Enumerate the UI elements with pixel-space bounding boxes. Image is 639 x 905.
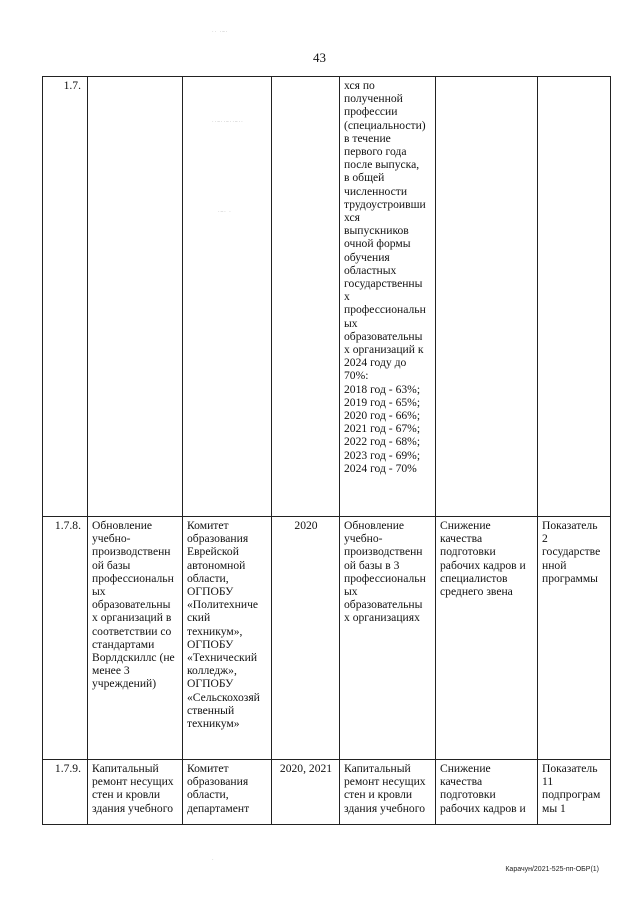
consequence-cell bbox=[436, 77, 538, 517]
scan-artifact: ·–· · bbox=[218, 210, 232, 215]
table-row bbox=[43, 517, 611, 760]
result-cell: Обновление учебно- производственн ой базы в 3 профессиональн ых образовательны х организациях bbox=[340, 517, 436, 760]
scan-artifact: ·· ·–· bbox=[212, 30, 229, 35]
scan-artifact: · bbox=[212, 858, 215, 863]
executor-cell: Комитет образования области, департамент bbox=[183, 760, 272, 825]
indicator-cell: Показатель 2 государстве нной программы bbox=[538, 517, 611, 760]
scan-artifact: ··–··–··–·· bbox=[212, 120, 244, 125]
measures-table bbox=[42, 76, 611, 825]
document-code: Карачун/2021-525-пп-ОБР(1) bbox=[505, 866, 599, 873]
year-cell: 2020 bbox=[272, 517, 340, 760]
page-number: 43 bbox=[313, 50, 326, 65]
measure-cell bbox=[88, 77, 183, 517]
year-cell: 2020, 2021 bbox=[272, 760, 340, 825]
indicator-cell: Показатель 11 подпрограм мы 1 bbox=[538, 760, 611, 825]
row-number-cell: 1.7.8. bbox=[43, 517, 88, 760]
table-row bbox=[43, 760, 611, 825]
row-number-cell: 1.7.9. bbox=[43, 760, 88, 825]
table-row bbox=[43, 77, 611, 517]
executor-cell bbox=[183, 77, 272, 517]
result-cell: хся по полученной профессии (специальности) в течение первого года после выпуска, в общей численности трудоустроивши хся выпускников очной формы обучения областных государственны х профессиональн ых образовательны х организаций к 2024 году до 70%: 2018 год - 63%; 2019 год - 65%; 2020 год - 66%; 2021 год - 67%; 2022 год - 68%; 2023 год - 69%; 2024 год - 70% bbox=[340, 77, 436, 517]
consequence-cell: Снижение качества подготовки рабочих кадров и bbox=[436, 760, 538, 825]
row-number-cell: 1.7. bbox=[43, 77, 88, 517]
year-cell bbox=[272, 77, 340, 517]
measure-cell: Обновление учебно- производственн ой базы профессиональн ых образовательны х организаций в соответствии со стандартами Ворлдскиллс (не менее 3 учреждений) bbox=[88, 517, 183, 760]
result-cell: Капитальный ремонт несущих стен и кровли здания учебного bbox=[340, 760, 436, 825]
consequence-cell: Снижение качества подготовки рабочих кадров и специалистов среднего звена bbox=[436, 517, 538, 760]
measure-cell: Капитальный ремонт несущих стен и кровли здания учебного bbox=[88, 760, 183, 825]
executor-cell: Комитет образования Еврейской автономной области, ОГПОБУ «Политехниче ский техникум», ОГПОБУ «Технический колледж», ОГПОБУ «Сельскохозяй ственный техникум» bbox=[183, 517, 272, 760]
indicator-cell bbox=[538, 77, 611, 517]
